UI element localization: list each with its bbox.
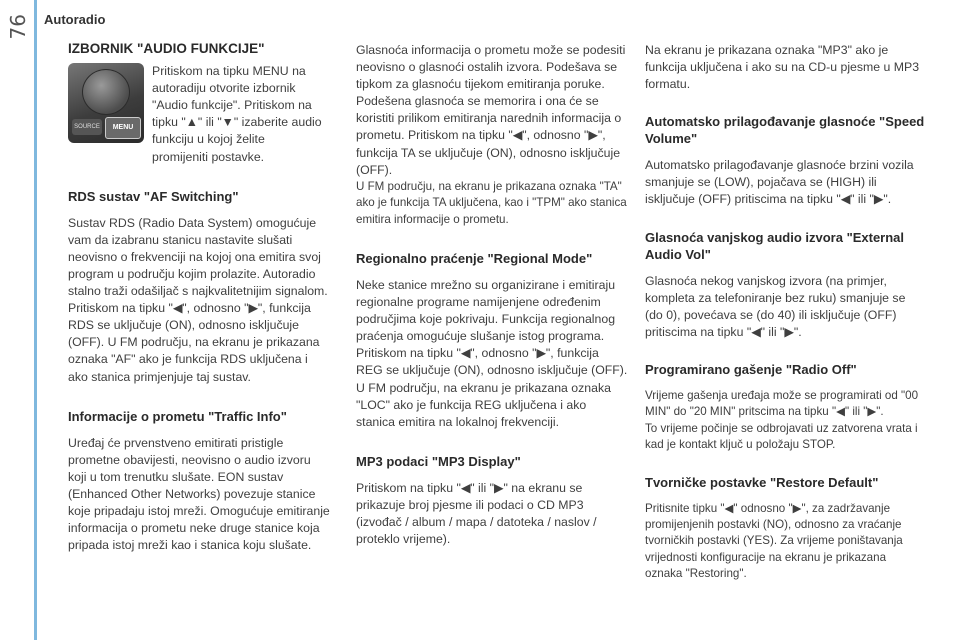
traffic-continued-text: Glasnoća informacija o prometu može se podesiti neovisno o glasnoći ostalih izvora. Podešava se tipkom za glasnoću tijekom emitiranja poruke. Podešena glasnoća se memorira i ona će se koristiti prilikom emitiranja narednih informacija o prometu. Pritiskom na tipku "◀", odnosno "▶", funkcija TA se uključuje (ON), odnosno isključuje (OFF).	[356, 43, 626, 177]
external-audio-heading: Glasnoća vanjskog audio izvora "External Audio Vol"	[645, 229, 905, 262]
sidebar-accent-line	[34, 0, 37, 640]
external-audio-text: Glasnoća nekog vanjskog izvora (na primjer, kompleta za telefoniranje bez ruku) smanjuje se (do 0), povećava se (do 40) ili isključuje (OFF) pritiscima na tipku "◀" ili "▶".	[645, 273, 906, 339]
column-2	[356, 42, 628, 548]
radio-off-text: Vrijeme gašenja uređaja može se programirati od "00 MIN" do "20 MIN" pritscima na tipku "◀" ili "▶".	[645, 388, 919, 419]
radio-off-note: To vrijeme počinje se odbrojavati uz zatvorena vrata i kad je kontakt ključ u položaju STOP.	[645, 421, 918, 452]
speed-volume-heading: Automatsko prilagođavanje glasnoće "Speed Volume"	[645, 114, 925, 147]
rds-heading: RDS sustav "AF Switching"	[68, 188, 239, 204]
regional-heading: Regionalno praćenje "Regional Mode"	[356, 250, 593, 266]
column-3	[645, 42, 925, 583]
rotary-knob-icon	[82, 69, 130, 115]
traffic-text: Uređaj će prvenstveno emitirati pristigle prometne obavijesti, neovisno o audio izvoru koji u tom trenutku slušate. EON sustav (Enhanced Other Networks) povezuje stanice koje pripadaju istoj mreži. Omogućuje emitiranje informacija o prometu neke druge stanice koja pripada istoj mreži kao i stanica koju slušate.	[68, 435, 330, 553]
radio-off-heading: Programirano gašenje "Radio Off"	[645, 361, 857, 377]
speed-volume-text: Automatsko prilagođavanje glasnoće brzini vozila smanjuje se (LOW), pojačava se (HIGH) ili isključuje (OFF) pritiscima na tipku "◀" ili "▶".	[645, 158, 914, 207]
rds-text: Sustav RDS (Radio Data System) omogućuje vam da izabranu stanicu nastavite slušati neovisno o frekvenciji na kojoj ona emitira svoj program u području kojim prolazite. Autoradio stalno traži odašiljač s najkvalitetnijim signalom. Pritiskom na tipku "◀", odnosno "▶", funkcija RDS se uključuje (ON), odnosno isključuje (OFF). U FM području, na ekranu je prikazana oznaka "AF" ako je funkcija RDS uključena i ako stanica primjenjuje taj sustav.	[68, 215, 328, 384]
restore-default-heading: Tvorničke postavke "Restore Default"	[645, 474, 879, 490]
traffic-heading: Informacije o prometu "Traffic Info"	[68, 408, 287, 424]
mp3-continued-text: Na ekranu je prikazana oznaka "MP3" ako je funkcija uključena i ako su na CD-u pjesme u MP3 formatu.	[645, 43, 920, 92]
menu-button-icon: MENU	[105, 117, 141, 139]
chapter-title: Autoradio	[44, 12, 106, 27]
regional-text: Neke stanice mrežno su organizirane i emitiraju regionalne programe namijenjene određenim područjima koje pokrivaju. Funkcija regionalnog praćenja omogućuje slušanje istog programa. Pritiskom na tipku "◀", odnosno "▶", funkcija REG se uključuje (ON), odnosno isključuje (OFF). U FM području, na ekranu je prikazana oznaka "LOC" ako je funkcija REG uključena i ako stanica emitira na lokalnoj frekvenciji.	[356, 277, 628, 429]
column-1	[68, 40, 330, 554]
page-number: 76	[6, 14, 30, 40]
mp3-heading: MP3 podaci "MP3 Display"	[356, 453, 521, 469]
radio-control-illustration	[68, 63, 144, 143]
source-button-icon: SOURCE	[72, 119, 102, 135]
intro-block	[68, 63, 330, 166]
restore-default-text: Pritisnite tipku "◀" odnosno "▶", za zadržavanje promijenjenih postavki (NO), odnosno za vraćanje tvorničkih postavki (YES). Za vrijeme poništavanja vrijednosti konfiguracije na ekranu je prikazana oznaka "Restoring".	[645, 501, 903, 581]
intro-text: Pritiskom na tipku MENU na autoradiju otvorite izbornik "Audio funkcije". Pritiskom na tipku "▲" ili "▼" izaberite audio funkciju u kojoj želite promijeniti postavke.	[152, 64, 322, 164]
mp3-text: Pritiskom na tipku "◀" ili "▶" na ekranu se prikazuje broj pjesme ili podaci o CD MP3 (izvođač / album / mapa / datoteka / naslov / proteklo vrijeme).	[356, 480, 597, 547]
traffic-note: U FM području, na ekranu je prikazana oznaka "TA" ako je funkcija TA uključena, kao i "TPM" ako stanica emitira informacije o prometu.	[356, 179, 627, 226]
section-title: IZBORNIK "AUDIO FUNKCIJE"	[68, 41, 265, 56]
